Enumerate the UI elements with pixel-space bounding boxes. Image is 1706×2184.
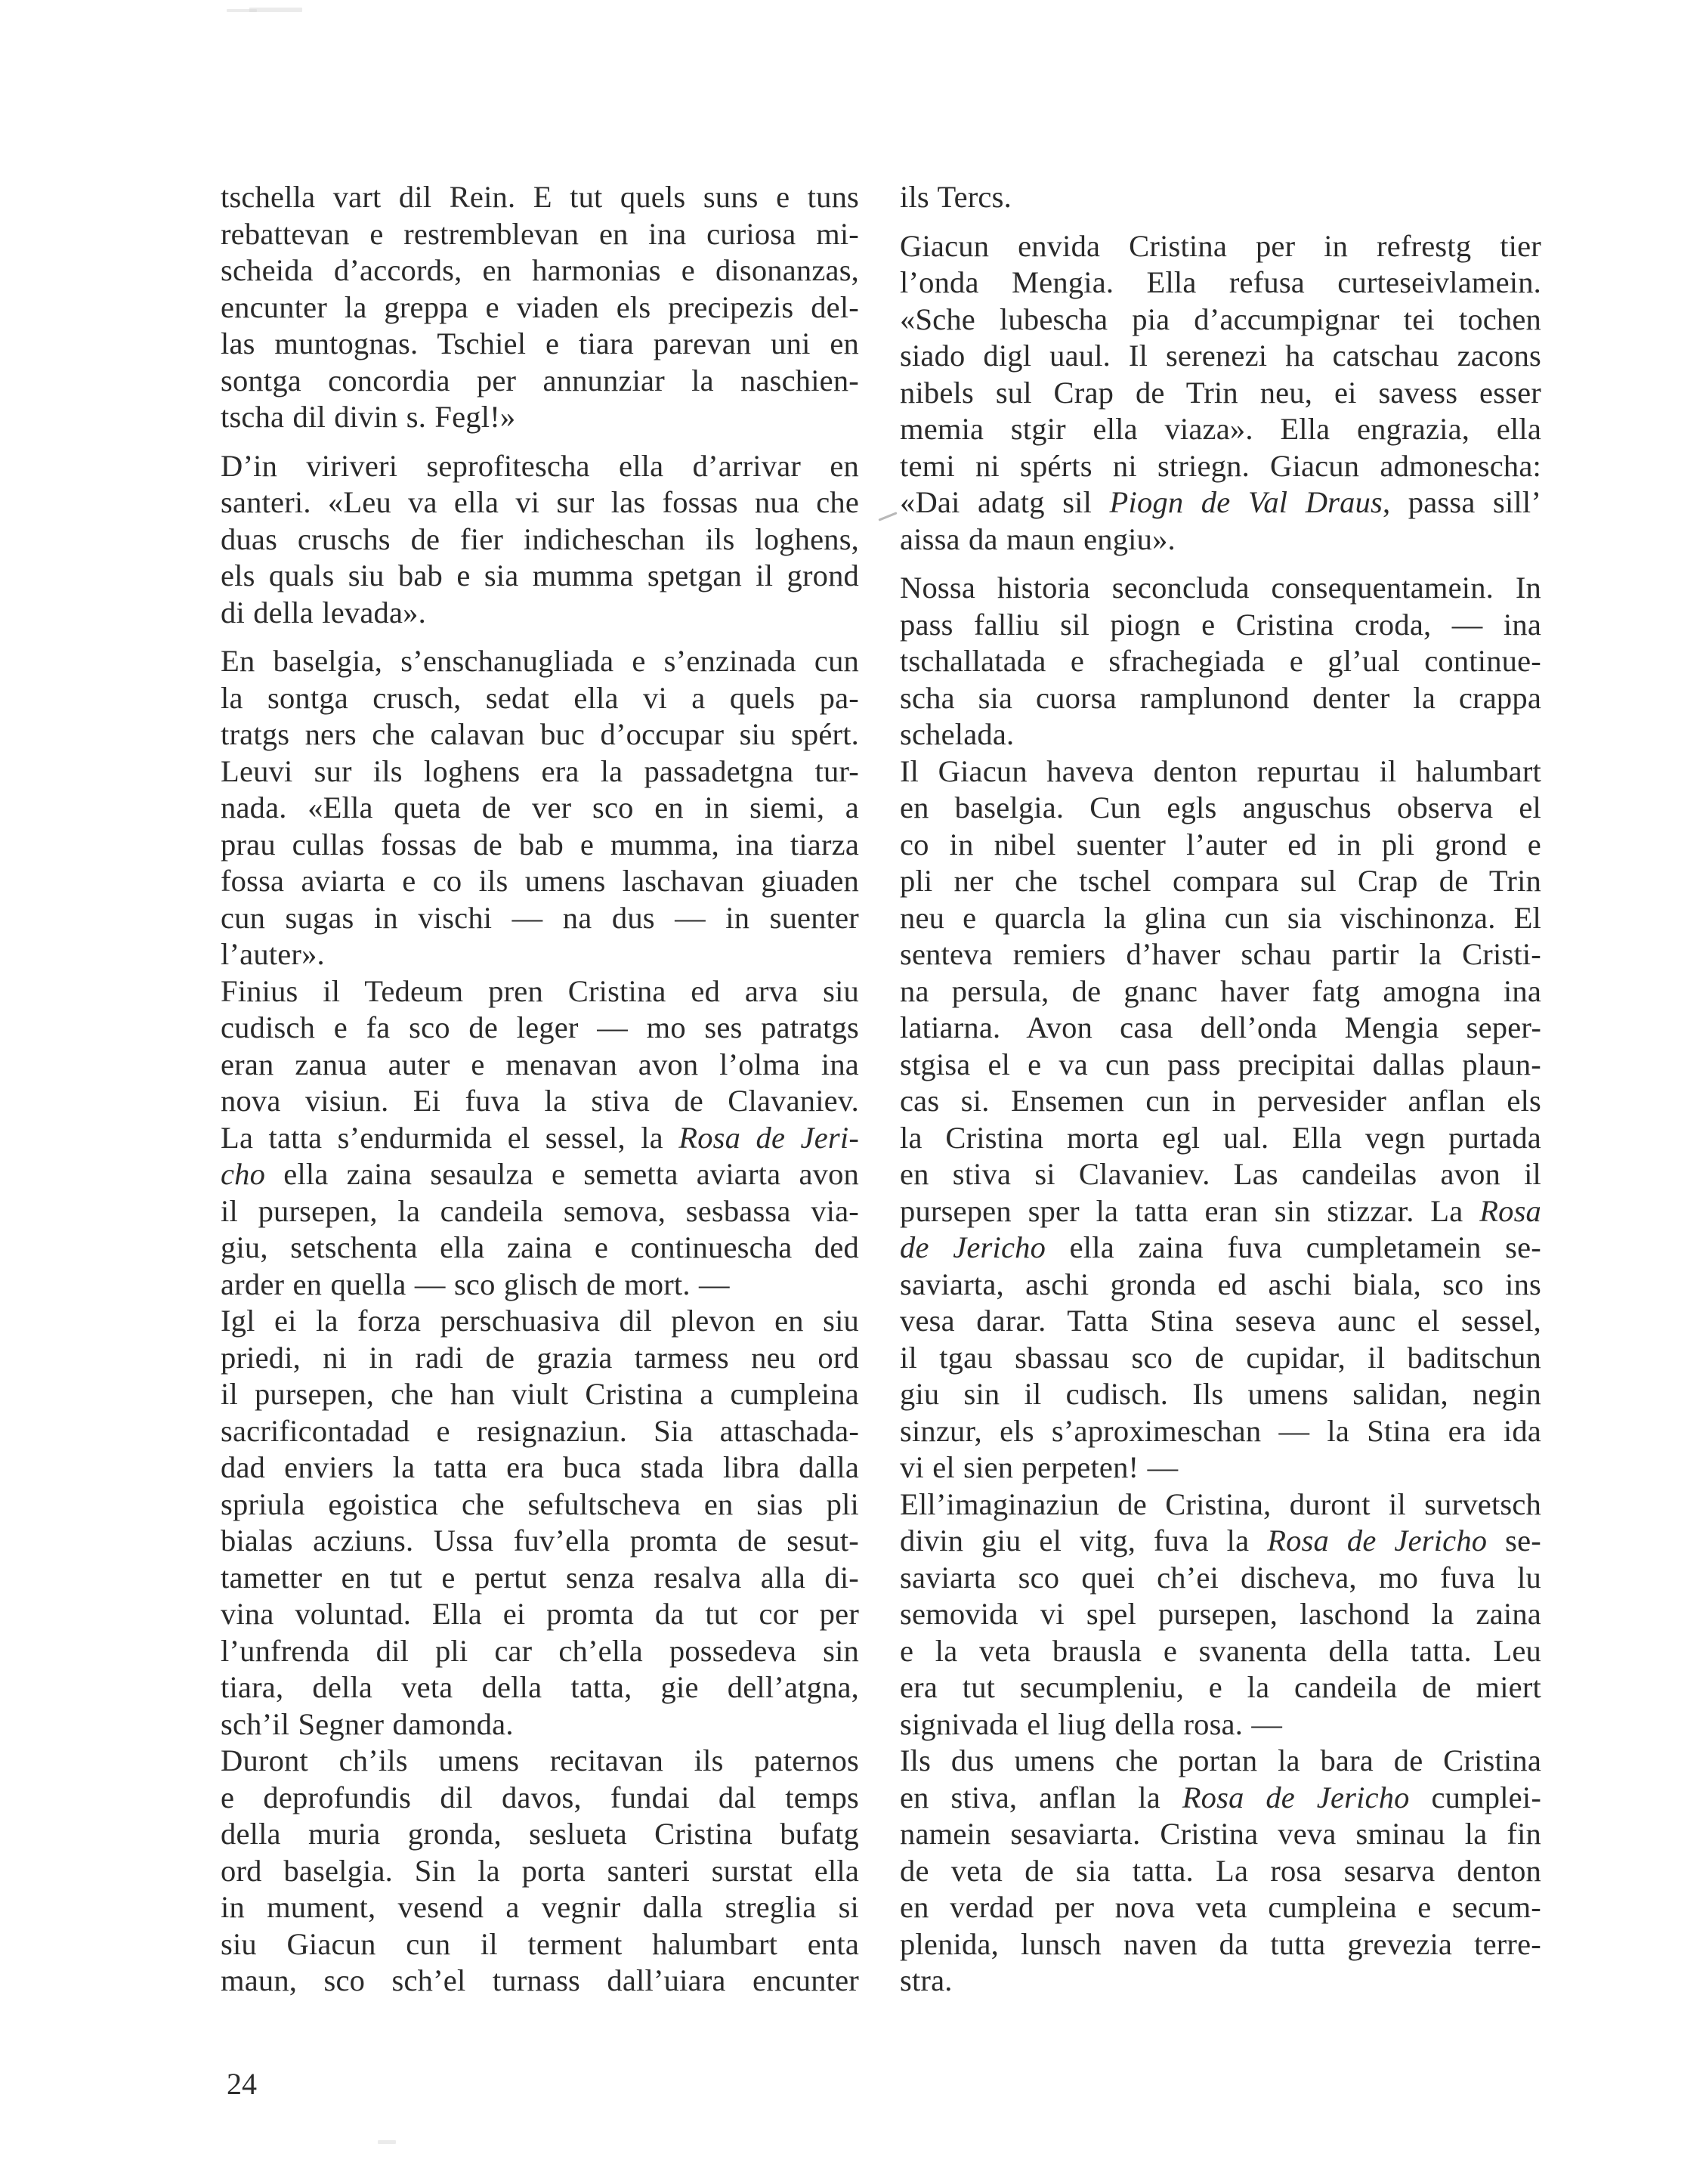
- text-line: scheida d’accords, en harmonias e disonanzas,: [221, 253, 859, 287]
- text-line: plenida, lunsch naven da tutta grevezia terre-: [900, 1926, 1541, 1961]
- text-line: rebattevan e restremblevan en ina curiosa mi-: [221, 216, 859, 251]
- text-line: il pursepen, che han viult Cristina a cumpleina: [221, 1377, 859, 1411]
- italic-title: cho: [221, 1157, 266, 1191]
- text-line: e la veta brausla e svanenta della tatta. Leu: [900, 1633, 1541, 1668]
- text-line: pass falliu sil piogn e Cristina croda, — ina: [900, 607, 1541, 642]
- paragraph: [221, 1743, 859, 2000]
- text-run: ella zaina fuva cumpletamein se-: [1046, 1230, 1541, 1264]
- text-line: tametter en tut e pertut senza resalva alla di-: [221, 1560, 859, 1595]
- text-line: vi el sien perpeten! —: [900, 1450, 1179, 1484]
- text-line: l’onda Mengia. Ella refusa curteseivlamein.: [900, 265, 1541, 299]
- text-line: vina voluntad. Ella ei promta da tut cor per: [221, 1597, 859, 1631]
- text-line: fossa aviarta e co ils umens laschavan giuaden: [221, 864, 859, 898]
- text-line: eran zanua auter e menavan avon l’olma ina: [221, 1047, 859, 1081]
- text-line: las muntognas. Tschiel e tiara parevan uni en: [221, 326, 859, 360]
- text-line: giu, setschenta ella zaina e continuescha ded: [221, 1230, 859, 1264]
- text-line: Finius il Tedeum pren Cristina ed arva siu: [221, 973, 859, 1008]
- text-line: pli ner che tschel compara sul Crap de Trin: [900, 864, 1541, 898]
- paragraph: [221, 973, 859, 1304]
- text-run: La tatta s’endurmida el sessel, la: [221, 1120, 679, 1155]
- paragraph: [900, 228, 1541, 558]
- text-column-left: [221, 179, 859, 2000]
- text-line: della muria gronda, seslueta Cristina bufatg: [221, 1817, 859, 1851]
- text-line: Leuvi sur ils loghens era la passadetgna tur-: [221, 753, 859, 788]
- scan-speck: [378, 2140, 396, 2144]
- text-line: ils Tercs.: [900, 180, 1012, 214]
- text-line: co in nibel suenter l’auter ed in pli grond e: [900, 827, 1541, 862]
- italic-title: Rosa: [1479, 1193, 1541, 1228]
- text-line: [900, 1193, 1541, 1230]
- text-run: «Dai adatg sil: [900, 485, 1110, 519]
- text-line: Ell’imaginaziun de Cristina, duront il survetsch: [900, 1486, 1541, 1521]
- paragraph: [221, 1303, 859, 1743]
- text-line: Ils dus umens che portan la bara de Cristina: [900, 1743, 1541, 1777]
- italic-title: Rosa de Jericho: [1267, 1524, 1488, 1558]
- paragraph: [221, 643, 859, 973]
- text-line: bialas acziuns. Ussa fuv’ella promta de sesut-: [221, 1524, 859, 1558]
- text-run: divin giu el vitg, fuva la: [900, 1524, 1268, 1558]
- text-line: aissa da maun engiu».: [900, 521, 1176, 556]
- text-line: [900, 484, 1541, 521]
- text-run: se-: [1487, 1524, 1541, 1558]
- text-run: , passa sill’: [1382, 485, 1541, 519]
- text-line: [900, 1780, 1541, 1817]
- paragraph: [900, 1743, 1541, 2000]
- text-line: [900, 1523, 1541, 1560]
- text-line: Igl ei la forza perschuasiva dil plevon en siu: [221, 1304, 859, 1338]
- text-line: en stiva si Clavaniev. Las candeilas avon il: [900, 1157, 1541, 1191]
- text-line: nova visiun. Ei fuva la stiva de Clavaniev.: [221, 1084, 859, 1118]
- text-line: en baselgia. Cun egls anguschus observa el: [900, 790, 1541, 824]
- text-line: saviarta, aschi gronda ed aschi biala, sco ins: [900, 1267, 1541, 1301]
- text-line: prau cullas fossas de bab e mumma, ina tiarza: [221, 827, 859, 862]
- text-line: l’auter».: [221, 937, 325, 971]
- text-line: encunter la greppa e viaden els precipezis del-: [221, 289, 859, 324]
- text-line: en verdad per nova veta cumpleina e secum-: [900, 1890, 1541, 1924]
- text-line: Il Giacun haveva denton repurtau il halumbart: [900, 753, 1541, 788]
- text-line: cudisch e fa sco de leger — mo ses patratgs: [221, 1010, 859, 1044]
- text-line: temi ni spérts ni striegn. Giacun admonescha:: [900, 448, 1541, 483]
- text-run: pursepen sper la tatta eran sin stizzar. La: [900, 1193, 1480, 1228]
- text-line: «Sche lubescha pia d’accumpignar tei tochen: [900, 302, 1541, 336]
- text-run: ella zaina sesaulza e semetta aviarta avon: [265, 1157, 859, 1191]
- text-line: [221, 1156, 859, 1193]
- text-line: vesa darar. Tatta Stina seseva aunc el sessel,: [900, 1304, 1541, 1338]
- text-line: signivada el liug della rosa. —: [900, 1706, 1283, 1741]
- text-run: cumplei-: [1409, 1780, 1542, 1814]
- text-line: nada. «Ella queta de ver sco en in siemi, a: [221, 790, 859, 824]
- text-line: arder en quella — sco glisch de mort. —: [221, 1267, 730, 1301]
- paragraph: [900, 753, 1541, 1486]
- text-line: in mument, vesend a vegnir dalla streglia si: [221, 1890, 859, 1924]
- text-line: duas cruschs de fier indicheschan ils loghens,: [221, 521, 859, 556]
- paragraph: [221, 448, 859, 632]
- text-line: siu Giacun cun il terment halumbart enta: [221, 1926, 859, 1961]
- text-line: senteva remiers d’haver schau partir la Cristi-: [900, 937, 1541, 971]
- text-line: priedi, ni in radi de grazia tarmess neu ord: [221, 1340, 859, 1375]
- text-line: giu sin il cudisch. Ils umens salidan, negin: [900, 1377, 1541, 1411]
- text-line: santeri. «Leu va ella vi sur las fossas nua che: [221, 485, 859, 519]
- paragraph: [900, 1486, 1541, 1743]
- text-line: stra.: [900, 1963, 953, 1997]
- italic-title: Rosa de Jericho: [1182, 1780, 1410, 1814]
- text-line: Duront ch’ils umens recitavan ils paternos: [221, 1743, 859, 1777]
- text-line: [221, 1120, 859, 1157]
- page-number: 24: [227, 2067, 257, 2101]
- text-line: sontga concordia per annunziar la naschien-: [221, 363, 859, 398]
- text-line: stgisa el e va cun pass precipitai dallas plaun-: [900, 1047, 1541, 1081]
- text-line: cas si. Ensemen cun in pervesider anflan els: [900, 1084, 1541, 1118]
- text-line: ord baselgia. Sin la porta santeri surstat ella: [221, 1853, 859, 1888]
- text-line: namein sesaviarta. Cristina veva sminau la fin: [900, 1817, 1541, 1851]
- text-line: D’in viriveri seprofitescha ella d’arrivar en: [221, 448, 859, 483]
- text-line: [900, 1230, 1541, 1267]
- text-line: neu e quarcla la glina cun sia vischinonza. El: [900, 900, 1541, 935]
- paragraph: [900, 179, 1541, 216]
- text-line: latiarna. Avon casa dell’onda Mengia seper-: [900, 1010, 1541, 1044]
- text-line: tiara, della veta della tatta, gie dell’atgna,: [221, 1670, 859, 1704]
- text-line: cun sugas in vischi — na dus — in suenter: [221, 900, 859, 935]
- text-line: di della levada».: [221, 595, 426, 630]
- text-line: tschallatada e sfrachegiada e gl’ual continue-: [900, 644, 1541, 678]
- text-line: nibels sul Crap de Trin neu, ei savess esser: [900, 375, 1541, 410]
- text-line: Nossa historia seconcluda consequentamein. In: [900, 571, 1541, 605]
- text-line: na persula, de gnanc haver fatg amogna ina: [900, 973, 1541, 1008]
- text-line: tratgs ners che calavan buc d’occupar siu spért.: [221, 717, 859, 751]
- scan-speck: [249, 8, 302, 12]
- text-line: era tut secumpleniu, e la candeila de miert: [900, 1670, 1541, 1704]
- text-line: la sontga crusch, sedat ella vi a quels pa-: [221, 680, 859, 715]
- text-line: spriula egoistica che sefultscheva en sias pli: [221, 1486, 859, 1521]
- text-line: l’unfrenda dil pli car ch’ella possedeva sin: [221, 1633, 859, 1668]
- text-line: sinzur, els s’aproximeschan — la Stina era ida: [900, 1413, 1541, 1448]
- text-run: en stiva, anflan la: [900, 1780, 1182, 1814]
- text-line: saviarta sco quei ch’ei discheva, mo fuva lu: [900, 1560, 1541, 1595]
- text-line: il pursepen, la candeila semova, sesbassa via-: [221, 1193, 859, 1228]
- paragraph: [221, 179, 859, 436]
- text-line: e deprofundis dil davos, fundai dal temps: [221, 1780, 859, 1814]
- text-column-right: [900, 179, 1541, 2000]
- text-line: il tgau sbassau sco de cupidar, il baditschun: [900, 1340, 1541, 1375]
- paragraph: [900, 570, 1541, 753]
- text-line: sacrificontadad e resignaziun. Sia attaschada-: [221, 1413, 859, 1448]
- text-line: sch’il Segner damonda.: [221, 1706, 514, 1741]
- text-line: Giacun envida Cristina per in refrestg tier: [900, 228, 1541, 263]
- text-line: scha sia cuorsa ramplunond denter la crappa: [900, 680, 1541, 715]
- text-line: memia stgir ella viaza». Ella engrazia, ella: [900, 412, 1541, 446]
- text-line: tschella vart dil Rein. E tut quels suns e tuns: [221, 180, 859, 214]
- text-line: la Cristina morta egl ual. Ella vegn purtada: [900, 1120, 1541, 1155]
- italic-title: Rosa de Jeri-: [678, 1120, 860, 1155]
- text-line: schelada.: [900, 717, 1015, 751]
- text-line: siado digl uaul. Il serenezi ha catschau zacons: [900, 339, 1541, 373]
- italic-title: de Jericho: [900, 1230, 1046, 1264]
- text-line: tscha dil divin s. Fegl!»: [221, 400, 516, 434]
- text-line: semovida vi spel pursepen, laschond la zaina: [900, 1597, 1541, 1631]
- text-line: maun, sco sch’el turnass dall’uiara encunter: [221, 1963, 859, 1997]
- text-line: de veta de sia tatta. La rosa sesarva denton: [900, 1853, 1541, 1888]
- text-line: dad enviers la tatta era buca stada libra dalla: [221, 1450, 859, 1484]
- text-line: els quals siu bab e sia mumma spetgan il grond: [221, 558, 859, 592]
- pencil-mark: [878, 512, 897, 521]
- text-line: En baselgia, s’enschanugliada e s’enzinada cun: [221, 644, 859, 678]
- italic-title: Piogn de Val Draus: [1109, 485, 1383, 519]
